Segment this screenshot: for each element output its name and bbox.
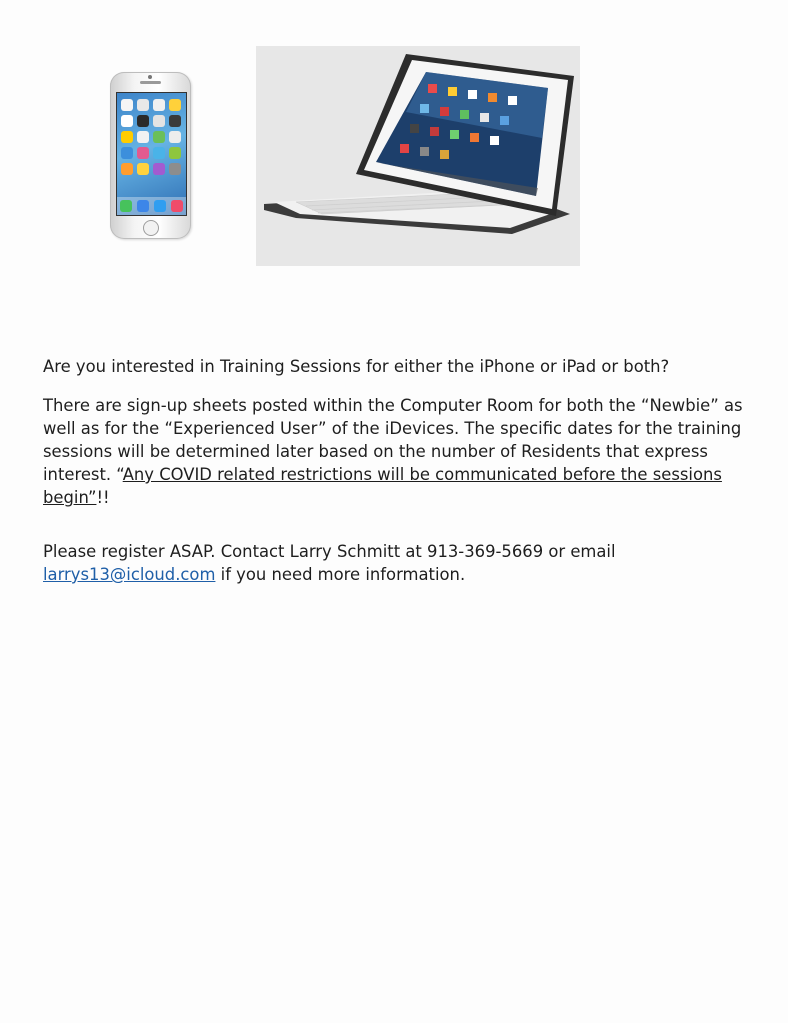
covid-suffix: !!	[96, 488, 110, 507]
ipad-keyboard-icon	[256, 46, 580, 266]
phone-home-button	[143, 220, 159, 236]
details-paragraph	[43, 394, 743, 509]
iphone-image	[110, 72, 191, 239]
phone-camera	[148, 75, 152, 79]
phone-dock	[117, 197, 186, 215]
covid-notice: Any COVID related restrictions will be communicated before the sessions begin”	[43, 465, 722, 507]
phone-screen	[116, 92, 187, 216]
phone-speaker	[140, 81, 161, 84]
phone-app-grid	[121, 99, 181, 175]
register-suffix: if you need more information.	[215, 565, 466, 584]
ipad-keyboard-image	[256, 46, 580, 266]
register-paragraph	[43, 540, 743, 586]
register-intro: Please register ASAP. Contact Larry Schmitt at 913-369-5669 or email	[43, 542, 616, 561]
question-paragraph	[43, 355, 743, 378]
email-link[interactable]: larrys13@icloud.com	[43, 565, 216, 584]
details-text	[43, 394, 743, 509]
question-text: Are you interested in Training Sessions for either the iPhone or iPad or both?	[43, 357, 670, 376]
register-text	[43, 540, 743, 586]
details-intro: There are sign-up sheets posted within the Computer Room for both the “Newbie” as well as for the “Experienced User” of the iDevices. The specific dates for the training sessions will be determined later based on the number of Residents that express interest. “	[43, 396, 743, 484]
